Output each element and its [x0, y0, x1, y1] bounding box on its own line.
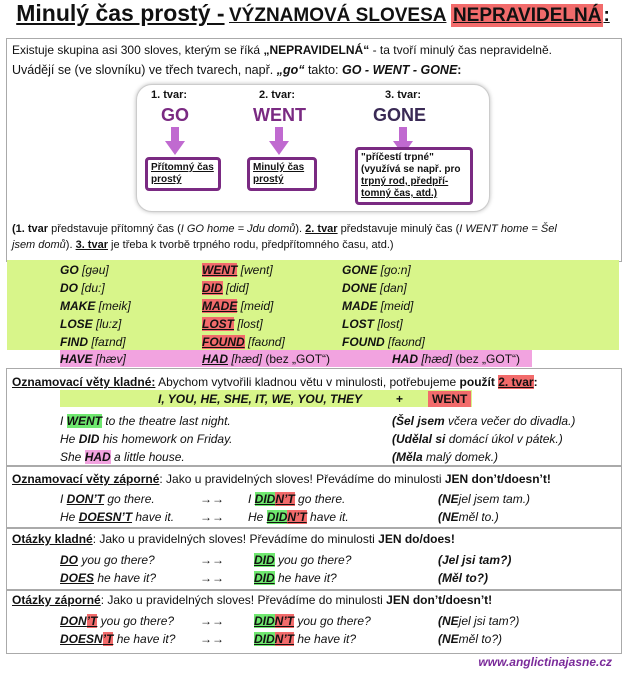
positive-translation: (Měla malý domek.)	[392, 450, 499, 464]
positive-translation: (Šel jsem včera večer do divadla.)	[392, 414, 576, 428]
form-row-3-participle: LOST [lost]	[342, 317, 403, 331]
form-row-3-past: LOST [lost]	[202, 317, 263, 331]
pronouns-list: I, YOU, HE, SHE, IT, WE, YOU, THEY	[158, 392, 363, 406]
form2-arrow-icon	[269, 127, 289, 155]
form-row-3-base: LOSE [lu:z]	[60, 317, 122, 331]
neg-question-past: DIDN’T he have it?	[254, 632, 357, 646]
negative-translation: (NEměl to.)	[438, 510, 499, 524]
form-row-2-base: MAKE [meik]	[60, 299, 131, 313]
neg-question-translation: (NEměl to?)	[438, 632, 503, 646]
arrows-icon: →→	[200, 553, 224, 567]
form-row-0-participle: GONE [go:n]	[342, 263, 411, 277]
form1-word: GO	[161, 105, 190, 125]
arrows-icon: →→	[200, 571, 224, 585]
negative-present: He DOESN’T have it.	[60, 510, 175, 524]
forms-explanation-1: (1. tvar představuje přítomný čas (I GO home = Jdu domů). 2. tvar představuje minulý čas (I WENT home = Šel	[12, 223, 557, 235]
forms-diagram	[136, 84, 490, 212]
negative-past: I DIDN’T go there.	[248, 492, 346, 506]
question-present: DO you go there?	[60, 553, 155, 567]
form-row-4-participle: FOUND [faʊnd]	[342, 335, 425, 349]
have-form2: HAD [hæd] (bez „GOT“)	[202, 352, 331, 366]
question-past: DID he have it?	[254, 571, 337, 585]
form2-label: 2. tvar:	[259, 89, 296, 101]
forms-explanation-2: jsem domů). 3. tvar je třeba k tvorbě trpného rodu, předpřítomného času, atd.)	[12, 239, 394, 251]
negative-present: I DON’T go there.	[60, 492, 155, 506]
went-badge: WENT	[428, 391, 471, 407]
question-translation: (Jel jsi tam?)	[438, 553, 512, 567]
form3-box: "příčestí trpné" (využívá se např. pro trpný rod, předpří- tomný čas, atd.)	[355, 147, 473, 205]
form1-arrow-icon	[165, 127, 185, 155]
negative-translation: (NEjel jsem tam.)	[438, 492, 531, 506]
section-negative-heading: Oznamovací věty záporné: Jako u pravidelných sloves! Převádíme do minulosti JEN don’t/doesn’t!	[12, 472, 551, 486]
section-question-heading: Otázky kladné: Jako u pravidelných sloves! Převádíme do minulosti JEN do/does!	[12, 532, 455, 546]
question-translation: (Měl to?)	[438, 571, 488, 585]
form1-box: Přítomný čas prostý	[145, 157, 221, 191]
arrows-icon: →→	[200, 492, 224, 506]
form-row-1-participle: DONE [dan]	[342, 281, 407, 295]
form1-label: 1. tvar:	[151, 89, 188, 101]
form-row-1-past: DID [did]	[202, 281, 249, 295]
question-present: DOES he have it?	[60, 571, 157, 585]
neg-question-past: DIDN’T you go there?	[254, 614, 371, 628]
form-row-0-base: GO [gəu]	[60, 263, 109, 277]
neg-question-translation: (NEjel jsi tam?)	[438, 614, 520, 628]
have-form1: HAVE [hæv]	[60, 352, 126, 366]
form-row-2-participle: MADE [meid]	[342, 299, 414, 313]
form2-box: Minulý čas prostý	[247, 157, 317, 191]
positive-example: He DID his homework on Friday.	[60, 432, 233, 446]
form-row-4-base: FIND [faɪnd]	[60, 335, 126, 349]
form-row-0-past: WENT [went]	[202, 263, 273, 277]
form2-word: WENT	[253, 105, 306, 125]
arrows-icon: →→	[200, 510, 224, 524]
intro-line-1: Existuje skupina asi 300 sloves, kterým se říká „NEPRAVIDELNÁ“ - ta tvoří minulý čas nepravidelně.	[12, 43, 552, 57]
positive-example: I WENT to the theatre last night.	[60, 414, 231, 428]
section-positive-heading: Oznamovací věty kladné: Abychom vytvořili kladnou větu v minulosti, potřebujeme použít 2. tvar:	[12, 375, 538, 389]
form-row-1-base: DO [du:]	[60, 281, 105, 295]
form3-word: GONE	[373, 105, 427, 125]
question-past: DID you go there?	[254, 553, 352, 567]
negative-past: He DIDN’T have it.	[248, 510, 349, 524]
neg-question-present: DOESN’T he have it?	[60, 632, 176, 646]
form-row-4-past: FOUND [faʊnd]	[202, 335, 285, 349]
form-row-2-past: MADE [meid]	[202, 299, 274, 313]
intro-line-2: Uvádějí se (ve slovníku) ve třech tvarech, např. „go“ takto: GO - WENT - GONE:	[12, 63, 462, 77]
neg-question-present: DON’T you go there?	[60, 614, 175, 628]
page-title: Minulý čas prostý - VÝZNAMOVÁ SLOVESA NEPRAVIDELNÁ :	[16, 0, 610, 26]
section-neg-question-heading: Otázky záporné: Jako u pravidelných sloves! Převádíme do minulosti JEN don’t/doesn’t!	[12, 593, 493, 607]
positive-translation: (Udělal si domácí úkol v pátek.)	[392, 432, 563, 446]
form3-label: 3. tvar:	[385, 89, 422, 101]
footer-url: www.anglictinajasne.cz	[478, 655, 612, 669]
have-form3: HAD [hæd] (bez „GOT“)	[392, 352, 521, 366]
arrows-icon: →→	[200, 614, 224, 628]
plus-sign: +	[396, 392, 404, 406]
positive-example: She HAD a little house.	[60, 450, 185, 464]
arrows-icon: →→	[200, 632, 224, 646]
